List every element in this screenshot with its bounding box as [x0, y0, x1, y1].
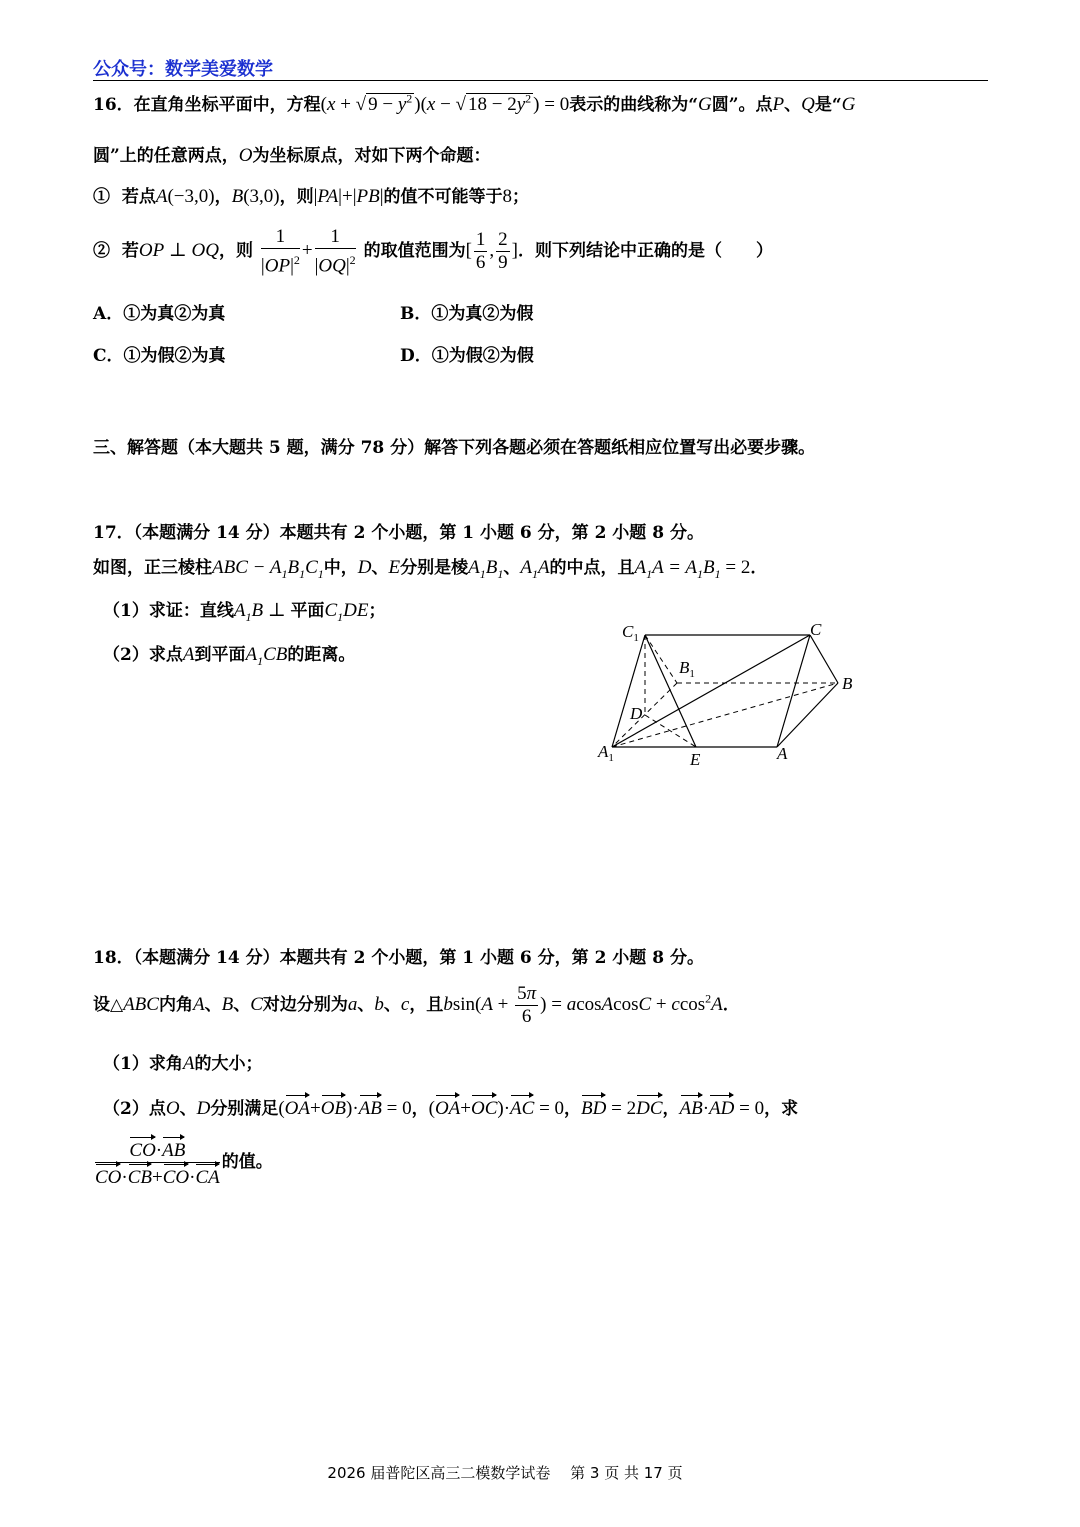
prism-figure: [590, 615, 870, 775]
q16-intro-suffix: 表示的曲线称为“: [569, 95, 698, 115]
section3-title: 三、解答题（本大题共 5 题，满分 78 分）解答下列各题必须在答题纸相应位置写出必要步骤。: [93, 438, 816, 458]
label-A: A: [777, 744, 788, 763]
q16-intro-prefix: 16．在直角坐标平面中，方程: [93, 95, 321, 115]
label-D: D: [630, 704, 643, 723]
q16-line1: 16．在直角坐标平面中，方程(x + √ $9 - y^2$ )(x − √ $18 - 2y^2$ ) = 0表示的曲线称为“G圆”。点P、Q是“G: [93, 91, 856, 115]
q16-prop1: ① 若点A(−3,0)，B(3,0)，则|PA|+|PB|的值不可能等于8；: [93, 186, 530, 207]
q18-title: 18．（本题满分 14 分）本题共有 2 个小题，第 1 小题 6 分，第 2 小题 8 分。: [93, 948, 704, 968]
q18-value-expr: $\frac{CO\cdot AB}{CO\cdot CB+CO\cdot CA}$ 的值。: [93, 1136, 273, 1189]
option-c[interactable]: C．①为假②为真: [93, 346, 226, 366]
label-A1: $A_1$: [598, 742, 614, 764]
q17-stem: 如图，正三棱柱ABC − $A_1B_1C_1$中，D、E分别是棱$A_1B_1$、$A_1A$的中点，且$A_1A = A_1B_1 = 2$．: [93, 557, 768, 581]
q16-equation: (x + √ $9 - y^2$ )(x − √ $18 - 2y^2$ ) = 0: [320, 91, 570, 115]
page-footer: 2026 届普陀区高三二模数学试卷 第 3 页 共 17 页: [327, 1464, 683, 1482]
q17-title: 17．（本题满分 14 分）本题共有 2 个小题，第 1 小题 6 分，第 2 小题 8 分。: [93, 523, 704, 543]
label-E: E: [690, 750, 701, 769]
option-a[interactable]: A．①为真②为真: [93, 304, 226, 324]
q17-part1: （1）求证：直线$A_1B$ ⊥ 平面$C_1DE$；: [103, 600, 386, 624]
option-b[interactable]: B．①为真②为假: [400, 304, 534, 324]
q16-line2: 圆”上的任意两点，O为坐标原点，对如下两个命题：: [93, 145, 491, 166]
q17-part2: （2）求点A到平面$A_1CB$的距离。: [103, 644, 356, 668]
q16-curve-name: G: [697, 94, 712, 115]
header-rule: [93, 80, 988, 81]
q16-prop2: ② 若OP ⊥ OQ，则 $\frac{1}{|OP|^2}$ + $\frac{1}{|OQ|^2}$ 的取值范围为[ $\frac{1}{6}$ , $\frac{2}{9}$ ]．则下列结论中正确的是（ ）: [93, 226, 773, 277]
source-header: 公众号：数学美爱数学: [93, 59, 273, 80]
label-C: C: [810, 620, 822, 639]
option-d[interactable]: D．①为假②为假: [400, 346, 534, 366]
label-B: B: [842, 674, 853, 693]
q18-stem: 设△ABC内角A、B、C对边分别为a、b、c，且bsin(A + $\frac{5\pi}{6}$ ) = acosAcosC + ccos$^2$A．: [93, 983, 740, 1027]
label-B1: $B_1$: [679, 658, 695, 680]
q18-part2: （2）点O、D分别满足(OA+OB)·AB = 0，(OA+OC)·AC = 0，BD = 2DC，AB·AD = 0，求: [103, 1094, 798, 1120]
q18-part1: （1）求角A的大小；: [103, 1053, 263, 1074]
label-C1: $C_1$: [622, 622, 639, 644]
